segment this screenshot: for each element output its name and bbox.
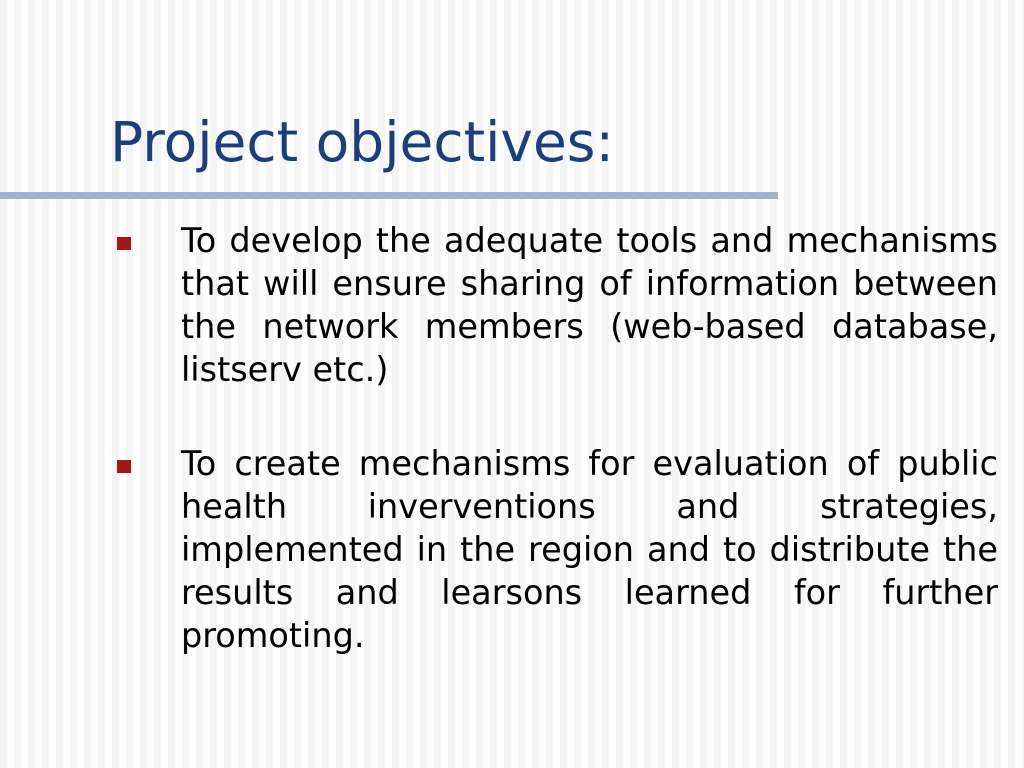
square-bullet-icon <box>117 460 131 473</box>
bullet-list <box>0 219 1024 708</box>
bullet-text: To develop the adequate tools and mechanisms that will ensure sharing of information between the network members (web-based database, listserv etc.) <box>181 221 998 389</box>
slide-title: Project objectives: <box>110 110 614 174</box>
square-bullet-icon <box>117 237 131 250</box>
bullet-item <box>0 219 1024 391</box>
title-underline-rule <box>0 192 778 199</box>
bullet-text: To create mechanisms for evaluation of public health inverventions and strategies, implemented in the region and to distribute the results and learsons learned for further promoting. <box>181 444 998 655</box>
bullet-item <box>0 442 1024 657</box>
